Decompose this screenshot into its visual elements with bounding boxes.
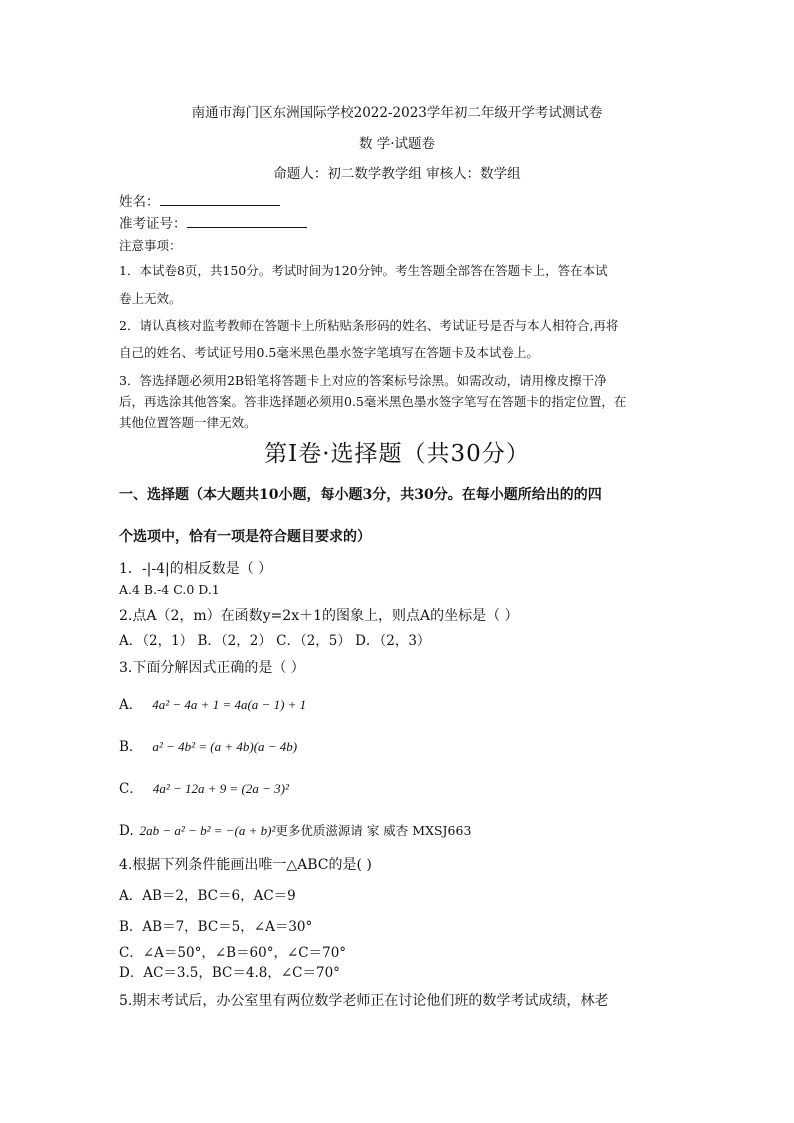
question-4-option-a: A．AB＝2，BC＝6，AC＝9 bbox=[119, 888, 296, 904]
question-3-option-a bbox=[119, 698, 306, 713]
option-d-label: D. bbox=[119, 823, 134, 839]
notice-item-2-line-2: 自己的姓名、考试证号用0.5毫米黑色墨水签字笔填写在答题卡及本试卷上。 bbox=[119, 345, 539, 360]
name-blank bbox=[160, 193, 280, 206]
question-1-stem: 1．-|-4|的相反数是（ ） bbox=[119, 561, 273, 577]
notice-item-1-line-1: 1．本试卷8页，共150分。考试时间为120分钟。考生答题全部答在答题卡上，答在本试 bbox=[119, 263, 608, 278]
notice-heading: 注意事项： bbox=[119, 238, 182, 253]
section-instruction-line-1: 一、选择题（本大题共10小题，每小题3分，共30分。在每小题所给出的的四 bbox=[119, 487, 602, 503]
option-a-label: A． bbox=[119, 697, 143, 713]
option-d-formula: 2ab − a² − b² = −(a + b)² bbox=[139, 823, 276, 838]
question-3-stem: 3.下面分解因式正确的是（ ） bbox=[119, 660, 305, 676]
id-label: 准考证号： bbox=[119, 216, 187, 232]
notice-item-3-line-1: 3．答选择题必须用2B铅笔将答题卡上对应的答案标号涂黑。如需改动，请用橡皮擦干净 bbox=[119, 373, 607, 388]
question-3-option-c bbox=[119, 782, 289, 797]
exam-title: 南通市海门区东洲国际学校2022-2023学年初二年级开学考试测试卷 bbox=[191, 105, 603, 121]
name-field bbox=[119, 193, 280, 210]
option-c-label: C． bbox=[119, 781, 143, 797]
notice-item-3-line-2: 后，再选涂其他答案。答非选择题必须用0.5毫米黑色墨水签字笔写在答题卡的指定位置，在 bbox=[119, 394, 627, 409]
subject-title: 数 学·试题卷 bbox=[358, 136, 436, 152]
id-field bbox=[119, 215, 307, 232]
question-4-option-b: B．AB＝7，BC＝5，∠A＝30° bbox=[119, 919, 313, 935]
question-2-options: A．（2，1） B．（2，2） C．（2，5） D．（2，3） bbox=[119, 633, 431, 649]
id-blank bbox=[187, 215, 307, 228]
question-5-stem: 5.期末考试后，办公室里有两位数学老师正在讨论他们班的数学考试成绩，林老 bbox=[119, 993, 609, 1009]
section-instruction-line-2: 个选项中，恰有一项是符合题目要求的） bbox=[119, 529, 371, 545]
option-a-formula: 4a² − 4a + 1 = 4a(a − 1) + 1 bbox=[152, 697, 307, 712]
section-title: 第Ⅰ卷·选择题（共30分） bbox=[264, 441, 530, 467]
notice-item-2-line-1: 2．请认真核对监考教师在答题卡上所粘贴条形码的姓名、考试证号是否与本人相符合,再将 bbox=[119, 318, 619, 333]
notice-item-3-line-3: 其他位置答题一律无效。 bbox=[119, 415, 257, 430]
question-4-option-d: D．AC＝3.5，BC＝4.8，∠C＝70° bbox=[119, 965, 340, 981]
question-3-option-d bbox=[119, 824, 471, 839]
option-b-formula: a² − 4b² = (a + 4b)(a − 4b) bbox=[152, 739, 298, 754]
name-label: 姓名： bbox=[119, 194, 160, 210]
authors-line: 命题人：初二数学教学组 审核人：数学组 bbox=[273, 166, 521, 182]
option-b-label: B． bbox=[119, 739, 143, 755]
question-3-option-b bbox=[119, 740, 297, 755]
option-c-formula: 4a² − 12a + 9 = (2a − 3)² bbox=[152, 781, 289, 796]
question-4-option-c: C．∠A＝50°，∠B＝60°，∠C＝70° bbox=[119, 945, 347, 961]
notice-item-1-line-2: 卷上无效。 bbox=[119, 291, 182, 306]
option-d-note: 更多优质滋源请 家 威杏 MXSJ663 bbox=[275, 823, 472, 838]
question-4-stem: 4.根据下列条件能画出唯一△ABC的是( ) bbox=[119, 857, 372, 873]
question-2-stem: 2.点A（2，m）在函数y=2x＋1的图象上，则点A的坐标是（ ） bbox=[119, 608, 519, 624]
question-1-options: A.4 B.-4 C.0 D.1 bbox=[119, 582, 220, 597]
